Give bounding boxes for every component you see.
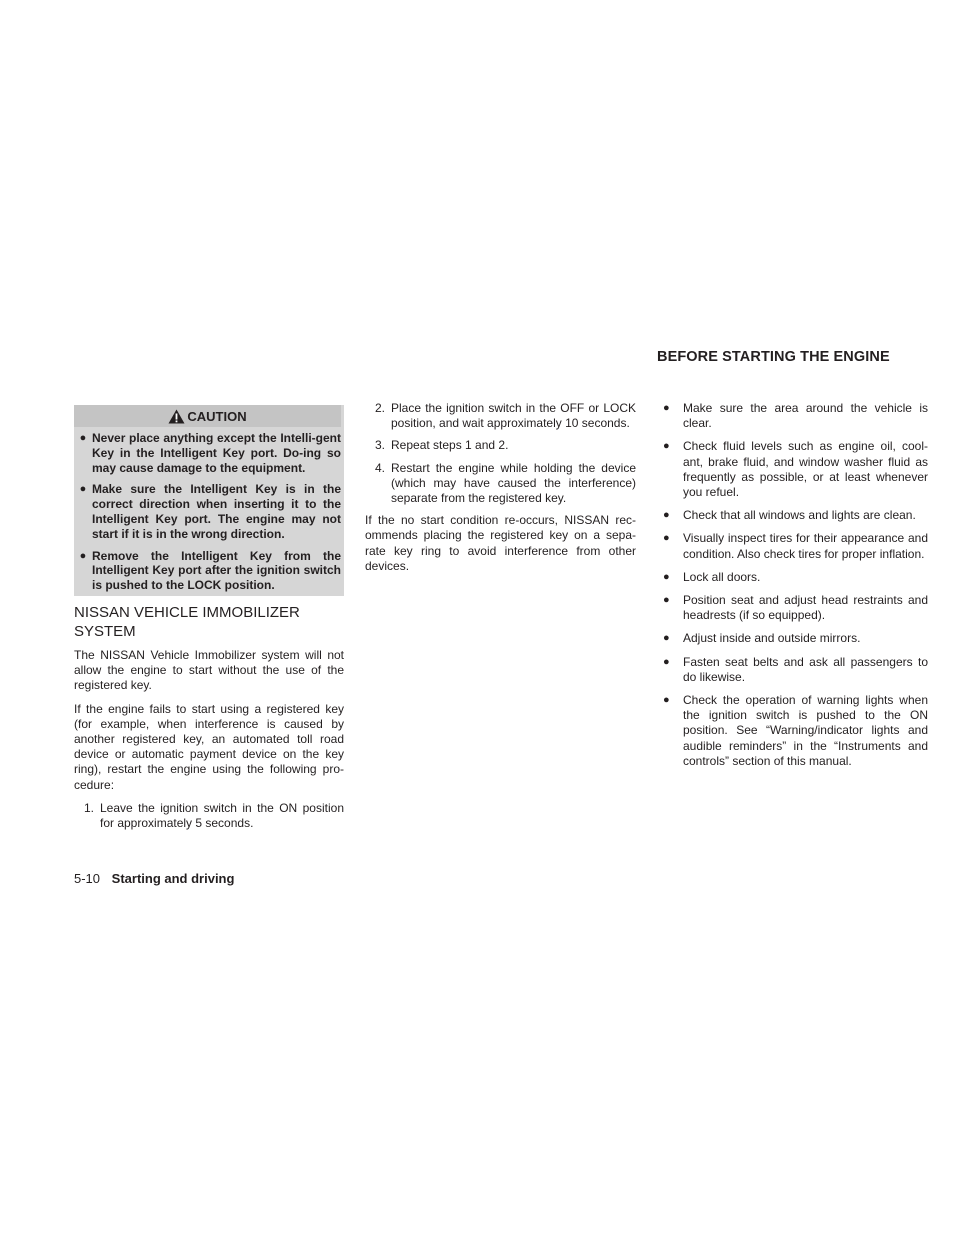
checklist-text: Visually inspect tires for their appearance and condition. Also check tires for proper inflation. bbox=[683, 531, 928, 561]
step-number: 3. bbox=[374, 438, 385, 453]
caution-header bbox=[74, 405, 341, 427]
bullet-icon: ● bbox=[663, 594, 670, 607]
step-text: Place the ignition switch in the OFF or LOCK position, and wait approximately 10 seconds. bbox=[391, 401, 636, 431]
caution-box bbox=[74, 405, 344, 596]
caution-item bbox=[74, 431, 341, 475]
bullet-icon: ● bbox=[663, 509, 670, 522]
checklist-item bbox=[657, 655, 928, 685]
bullet-icon: ● bbox=[663, 632, 670, 645]
step-number: 4. bbox=[374, 460, 385, 475]
warning-triangle-icon bbox=[168, 409, 185, 424]
procedure-step bbox=[74, 801, 344, 831]
checklist-text: Check fluid levels such as engine oil, cool-ant, brake fluid, and window washer fluid as frequently as possible, or at least whenever you refuel. bbox=[683, 439, 928, 500]
bullet-icon: ● bbox=[79, 432, 87, 444]
checklist-text: Fasten seat belts and ask all passengers to do likewise. bbox=[683, 654, 928, 684]
checklist-item bbox=[657, 693, 928, 769]
body-paragraph: If the engine fails to start using a registered key (for example, when interference is caused by another registered key, an automated toll road device or automatic payment device on the key ring), restart the engine using the following pro-cedure: bbox=[74, 701, 344, 792]
page-number: 5-10 bbox=[74, 871, 101, 886]
column-right bbox=[657, 401, 928, 777]
body-paragraph: If the no start condition re-occurs, NISSAN rec-ommends placing the registered key on a sepa-rate key ring to avoid interference from other devices. bbox=[365, 513, 636, 573]
checklist-item bbox=[657, 631, 928, 646]
bullet-icon: ● bbox=[663, 440, 670, 453]
column-middle bbox=[365, 401, 636, 582]
checklist-text: Lock all doors. bbox=[683, 569, 761, 584]
checklist-text: Check the operation of warning lights when the ignition switch is pushed to the ON position. See “Warning/indicator lights and audible reminders” in the “Instruments and controls” section of this manual. bbox=[683, 693, 928, 768]
checklist-item bbox=[657, 508, 928, 523]
page-footer bbox=[74, 871, 234, 886]
caution-item bbox=[74, 549, 341, 593]
checklist-text: Adjust inside and outside mirrors. bbox=[683, 631, 861, 646]
procedure-step bbox=[365, 438, 636, 453]
step-text: Repeat steps 1 and 2. bbox=[391, 438, 509, 453]
caution-text: Make sure the Intelligent Key is in the correct direction when inserting it to the Intelligent Key port. The engine may not start if it is in the wrong direction. bbox=[92, 482, 341, 541]
checklist-text: Make sure the area around the vehicle is clear. bbox=[683, 401, 928, 431]
bullet-icon: ● bbox=[79, 483, 87, 496]
caution-title: CAUTION bbox=[187, 408, 247, 424]
section-heading: BEFORE STARTING THE ENGINE bbox=[657, 349, 890, 365]
procedure-step bbox=[365, 401, 636, 431]
caution-item bbox=[74, 482, 341, 541]
bullet-icon: ● bbox=[79, 549, 87, 562]
checklist-item bbox=[657, 570, 928, 585]
checklist-item bbox=[657, 593, 928, 623]
checklist-text: Position seat and adjust head restraints and headrests (if so equipped). bbox=[683, 593, 928, 623]
chapter-title: Starting and driving bbox=[111, 871, 235, 886]
bullet-icon: ● bbox=[663, 655, 670, 668]
step-text: Restart the engine while holding the device (which may have caused the interference) separate from the registered key. bbox=[391, 460, 636, 506]
checklist-item bbox=[657, 401, 928, 431]
checklist-text: Check that all windows and lights are clean. bbox=[683, 508, 916, 523]
step-number: 1. bbox=[83, 800, 94, 815]
step-text: Leave the ignition switch in the ON position for approximately 5 seconds. bbox=[100, 800, 344, 830]
body-paragraph: The NISSAN Vehicle Immobilizer system will not allow the engine to start without the use of the registered key. bbox=[74, 647, 344, 693]
bullet-icon: ● bbox=[663, 532, 670, 545]
caution-text: Never place anything except the Intelli-gent Key in the Intelligent Key port. Do-ing so may cause damage to the equipment. bbox=[92, 431, 341, 475]
bullet-icon: ● bbox=[663, 570, 670, 583]
subsection-title: NISSAN VEHICLE IMMOBILIZER SYSTEM bbox=[74, 603, 300, 640]
step-number: 2. bbox=[374, 401, 385, 415]
checklist-item bbox=[657, 531, 928, 561]
checklist-item bbox=[657, 439, 928, 500]
bullet-icon: ● bbox=[663, 694, 670, 707]
procedure-step bbox=[365, 461, 636, 507]
column-left bbox=[74, 405, 344, 838]
caution-text: Remove the Intelligent Key from the Intelligent Key port after the ignition switch is pushed to the LOCK position. bbox=[92, 548, 341, 593]
bullet-icon: ● bbox=[663, 402, 670, 414]
